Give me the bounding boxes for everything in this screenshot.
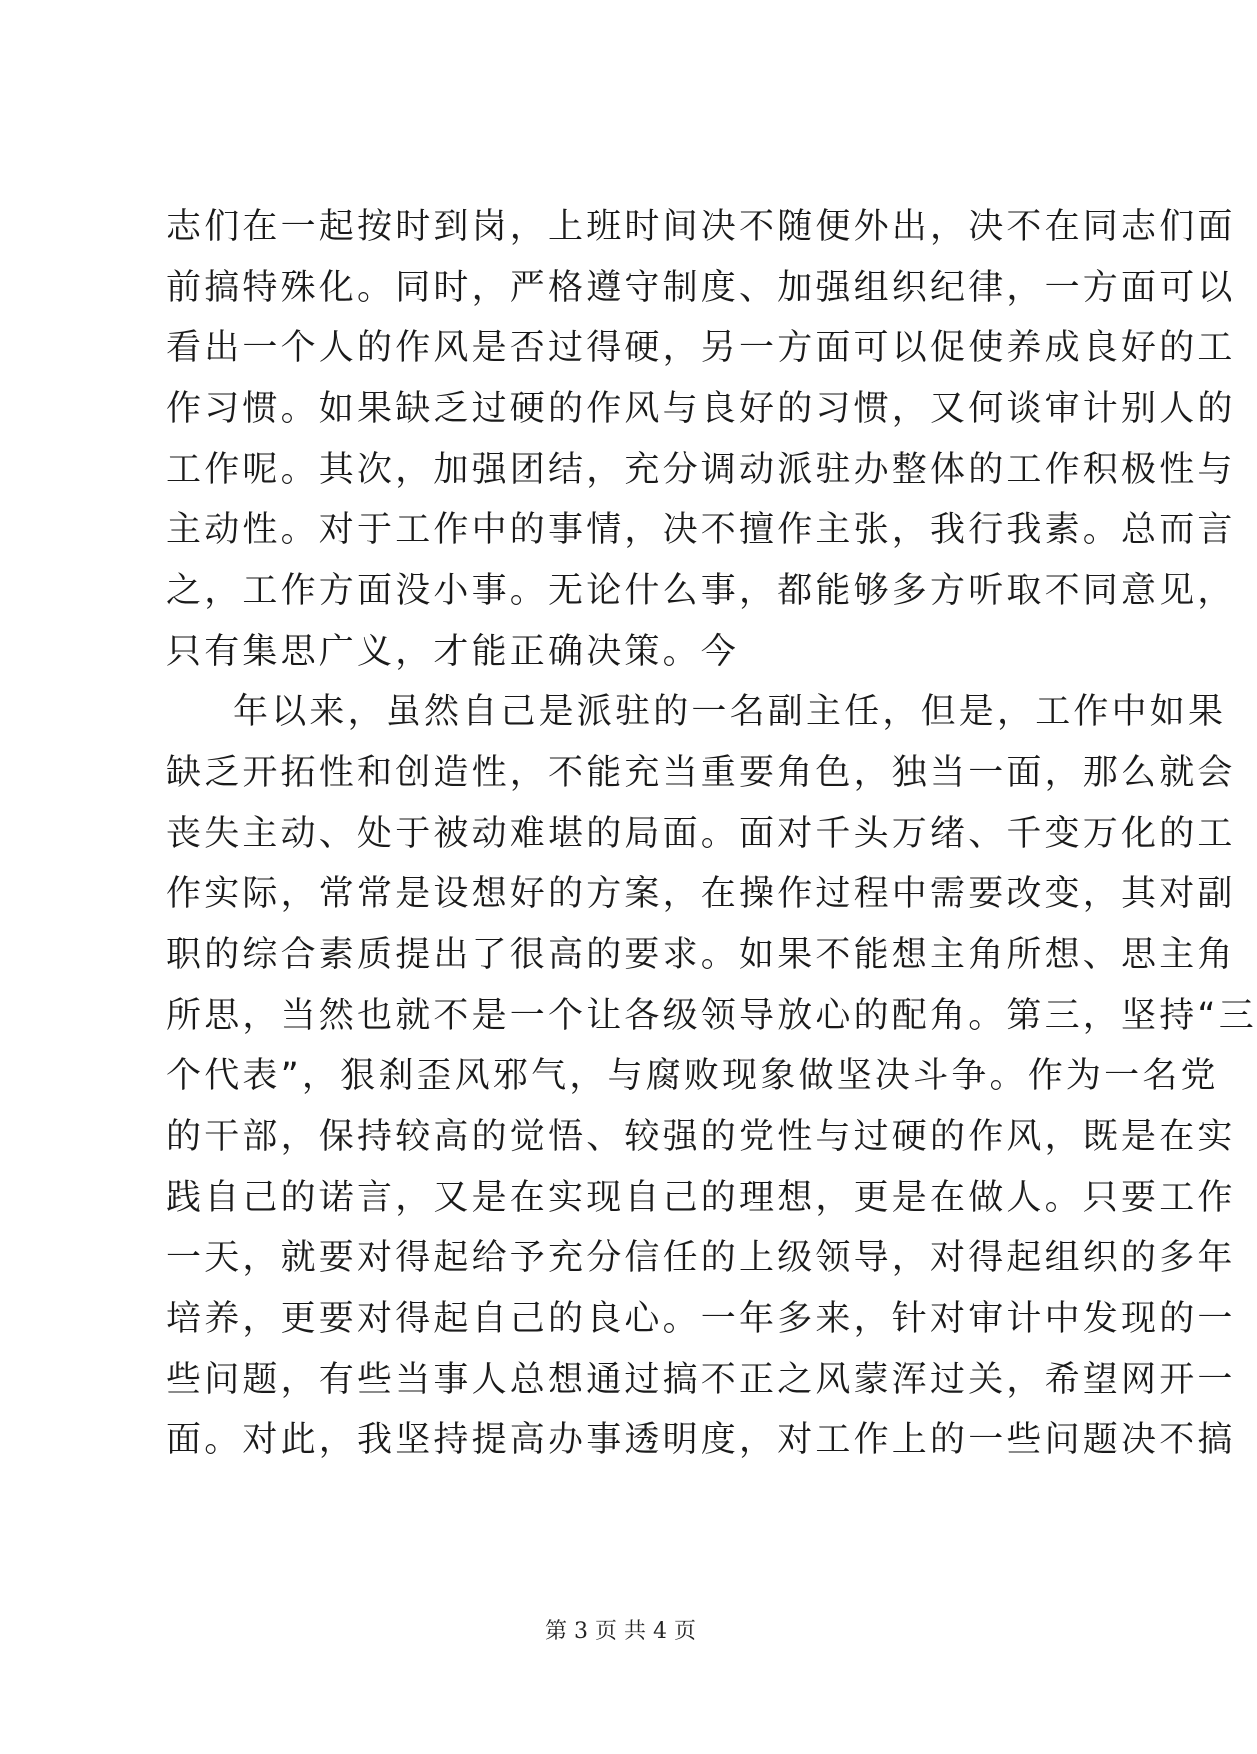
text-line: 践自己的诺言，又是在实现自己的理想，更是在做人。只要工作 (166, 1178, 1236, 1218)
text-line: 丧失主动、处于被动难堪的局面。面对千头万绪、千变万化的工 (166, 814, 1236, 854)
text-line: 看出一个人的作风是否过得硬，另一方面可以促使养成良好的工 (166, 328, 1236, 368)
text-line: 一天，就要对得起给予充分信任的上级领导，对得起组织的多年 (166, 1238, 1236, 1278)
text-line: 些问题，有些当事人总想通过搞不正之风蒙浑过关，希望网开一 (166, 1360, 1236, 1400)
text-line: 作习惯。如果缺乏过硬的作风与良好的习惯，又何谈审计别人的 (166, 389, 1236, 429)
text-line: 前搞特殊化。同时，严格遵守制度、加强组织纪律，一方面可以 (166, 268, 1236, 308)
text-line: 主动性。对于工作中的事情，决不擅作主张，我行我素。总而言 (166, 510, 1236, 550)
text-line: 工作呢。其次，加强团结，充分调动派驻办整体的工作积极性与 (166, 450, 1236, 490)
page-number-footer: 第 3 页 共 4 页 (545, 1619, 696, 1644)
text-line: 个代表”，狠刹歪风邪气，与腐败现象做坚决斗争。作为一名党 (166, 1056, 1219, 1096)
text-line-indented: 年以来，虽然自己是派驻的一名副主任，但是，工作中如果 (233, 692, 1227, 732)
text-line: 作实际，常常是设想好的方案，在操作过程中需要改变，其对副 (166, 874, 1236, 914)
text-line: 所思，当然也就不是一个让各级领导放心的配角。第三，坚持“三 (166, 996, 1257, 1036)
text-line: 职的综合素质提出了很高的要求。如果不能想主角所想、思主角 (166, 935, 1236, 975)
text-line: 缺乏开拓性和创造性，不能充当重要角色，独当一面，那么就会 (166, 753, 1236, 793)
text-line: 只有集思广义，才能正确决策。今 (166, 632, 740, 672)
text-line: 培养，更要对得起自己的良心。一年多来，针对审计中发现的一 (166, 1299, 1236, 1339)
text-line: 志们在一起按时到岗，上班时间决不随便外出，决不在同志们面 (166, 207, 1236, 247)
text-line: 面。对此，我坚持提高办事透明度，对工作上的一些问题决不搞 (166, 1420, 1236, 1460)
text-line: 的干部，保持较高的觉悟、较强的党性与过硬的作风，既是在实 (166, 1117, 1236, 1157)
text-line: 之，工作方面没小事。无论什么事，都能够多方听取不同意见， (166, 571, 1236, 611)
